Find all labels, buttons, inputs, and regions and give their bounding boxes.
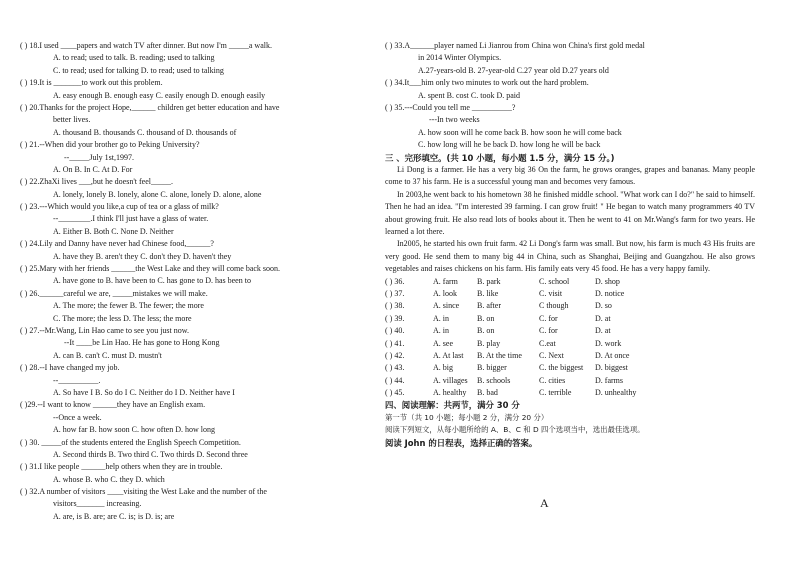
reading-task: 阅读 John 的日程表，选择正确的答案。 xyxy=(385,437,538,448)
cloze-option-row xyxy=(385,288,755,300)
question-number: ( ) 41. xyxy=(385,338,405,348)
question-line: A. how soon will he come back B. how soon he will come back xyxy=(418,127,622,137)
cloze-option-row xyxy=(385,362,755,374)
question-line: in 2014 Winter Olympics. xyxy=(418,53,502,63)
option-a: A. healthy xyxy=(433,388,467,398)
question-line: C. The more; the less D. The less; the more xyxy=(53,313,192,323)
question-line: A. thousand B. thousands C. thousand of D. thousands of xyxy=(53,127,237,137)
question-number: ( ) 45. xyxy=(385,388,405,398)
question-line: visitors_______ increasing. xyxy=(53,499,142,509)
option-d: D. biggest xyxy=(595,363,628,373)
question-line: A. The more; the fewer B. The fewer; the more xyxy=(53,301,204,311)
question-line: --It ____be Lin Hao. He has gone to Hong Kong xyxy=(64,338,220,348)
question-line: A. Either B. Both C. None D. Neither xyxy=(53,226,174,236)
question-line: A. So have I B. So do I C. Neither do I D. Neither have I xyxy=(53,387,235,397)
question-number: ( ) 40. xyxy=(385,326,405,336)
cloze-option-row xyxy=(385,387,755,399)
option-b: B. park xyxy=(477,276,501,286)
question-line: A. are, is B. are; are C. is; is D. is; are xyxy=(53,511,175,521)
question-line: A. to read; used to talk. B. reading; used to talking xyxy=(53,53,215,63)
question-number: ( ) 44. xyxy=(385,375,405,385)
question-line: A. have they B. aren't they C. don't they D. haven't they xyxy=(53,251,232,261)
question-number: ( ) 43. xyxy=(385,363,405,373)
option-d: D. unhealthy xyxy=(595,388,637,398)
option-c: C. the biggest xyxy=(539,363,584,373)
question-line: ( ) 26.______careful we are, _____mistakes we will make. xyxy=(20,288,208,298)
option-a: A. big xyxy=(433,363,453,373)
option-b: B. on xyxy=(477,326,495,336)
question-line: ( ) 25.Mary with her friends ______the West Lake and they will come back soon. xyxy=(20,264,281,274)
right-column xyxy=(385,40,755,449)
question-line: ( ) 31.I like people ______help others when they are in trouble. xyxy=(20,462,223,472)
cloze-option-row xyxy=(385,300,755,312)
question-line: C. to read; used for talking D. to read; used to talking xyxy=(53,65,224,75)
question-line: ( ) 30. _____of the students entered the English Speech Competition. xyxy=(20,437,241,447)
question-number: ( ) 42. xyxy=(385,350,405,360)
cloze-option-row xyxy=(385,375,755,387)
question-number: ( ) 36. xyxy=(385,276,405,286)
question-line: ( ) 20.Thanks for the project Hope,______ children get better education and have xyxy=(20,102,280,112)
question-line: ( ) 23.---Which would you like,a cup of tea or a glass of milk? xyxy=(20,202,219,212)
option-c: C. for xyxy=(539,313,558,323)
left-column xyxy=(20,40,372,523)
option-b: B. like xyxy=(477,288,499,298)
reading-subheading: 第一节（共 10 小题；每小题 2 分，满分 20 分） xyxy=(385,412,549,422)
question-line: A. have gone to B. have been to C. has gone to D. has been to xyxy=(53,276,251,286)
question-line: better lives. xyxy=(53,115,91,125)
section-letter: A xyxy=(540,496,549,510)
option-c: C.eat xyxy=(539,338,556,348)
option-a: A. farm xyxy=(433,276,458,286)
question-line: A. how far B. how soon C. how often D. how long xyxy=(53,425,215,435)
passage-paragraph: In2005, he started his own fruit farm. 42 Li Dong's farm was small. But now, his farm is much 43 His fruits are very good. He send them to many big 44 in China, such as Shanghai, Beijing and Guangzhou. He also grows vegetables and raises chickens on his farm. His family eats very 45 food. He has a very happy family. xyxy=(385,239,755,274)
cloze-option-row xyxy=(385,325,755,337)
option-a: A. in xyxy=(433,326,449,336)
option-d: D. work xyxy=(595,338,622,348)
question-line: --Once a week. xyxy=(53,412,102,422)
question-line: ( ) 32.A number of visitors ____visiting the West Lake and the number of the xyxy=(20,487,267,497)
option-b: B. after xyxy=(477,301,501,311)
cloze-option-row xyxy=(385,313,755,325)
option-a: A. in xyxy=(433,313,449,323)
question-number: ( ) 38. xyxy=(385,301,405,311)
question-line: ---In two weeks xyxy=(429,115,480,125)
question-line: ( ) 34.It___him only two minutes to work out the hard problem. xyxy=(385,78,589,88)
question-line: A. spent B. cost C. took D. paid xyxy=(418,90,520,100)
question-number: ( ) 39. xyxy=(385,313,405,323)
option-a: A. see xyxy=(433,338,453,348)
question-line: ( )29.--I want to know ______they have an English exam. xyxy=(20,400,206,410)
option-a: A. villages xyxy=(433,375,468,385)
option-b: B. play xyxy=(477,338,501,348)
question-line: A.27-years-old B. 27-year-old C.27 year old D.27 years old xyxy=(418,65,609,75)
questions-33-35 xyxy=(385,40,755,152)
option-c: C. terrible xyxy=(539,388,572,398)
option-c: C though xyxy=(539,301,569,311)
question-line: ( ) 27.--Mr.Wang, Lin Hao came to see you just now. xyxy=(20,325,190,335)
question-number: ( ) 37. xyxy=(385,288,405,298)
cloze-option-row xyxy=(385,276,755,288)
option-a: A. since xyxy=(433,301,460,311)
option-a: A. look xyxy=(433,288,457,298)
cloze-option-row xyxy=(385,350,755,362)
option-d: D. At once xyxy=(595,350,630,360)
option-c: C. visit xyxy=(539,288,563,298)
reading-heading: 四、阅读理解：共两节，满分 30 分 xyxy=(385,400,520,411)
option-d: D. at xyxy=(595,313,611,323)
cloze-heading: 三 、完形填空。(共 10 小题，每小题 1.5 分，满分 15 分。) xyxy=(385,152,615,163)
question-line: ( ) 18.I used ____papers and watch TV after dinner. But now I'm _____a walk. xyxy=(20,41,272,50)
question-line: A. easy enough B. enough easy C. easily enough D. enough easily xyxy=(53,90,266,100)
question-line: ( ) 33.A______player named Li Jianrou from China won China's first gold medal xyxy=(385,41,645,50)
option-c: C. Next xyxy=(539,350,564,360)
question-line: --_____July 1st,1997. xyxy=(64,152,134,162)
question-line: ( ) 22.ZhaXi lives ___,but he doesn't feel_____. xyxy=(20,177,173,187)
option-c: C. cities xyxy=(539,375,566,385)
option-a: A. At last xyxy=(433,350,464,360)
question-line: A. can B. can't C. must D. mustn't xyxy=(53,350,162,360)
question-line: ( ) 21.--When did your brother go to Peking University? xyxy=(20,140,200,150)
question-line: ( ) 24.Lily and Danny have never had Chinese food,______? xyxy=(20,239,214,249)
question-line: --__________. xyxy=(53,375,101,385)
option-c: C. school xyxy=(539,276,570,286)
option-b: B. bigger xyxy=(477,363,507,373)
question-line: --________.I think I'll just have a glass of water. xyxy=(53,214,209,224)
option-b: B. At the time xyxy=(477,350,522,360)
passage-paragraph: In 2003,he went back to his hometown 38 he finished middle school. "What work can I do?" he said to himself. Then he had an idea. "I'm interested 39 farming. I can grow fruit! " He began to watch many programmers 40 TV about growing fruit. He also read lots of books about it. Then he went to 41 on Mr.Wang's farm for two years. He learned a lot there. xyxy=(385,189,755,236)
option-b: B. schools xyxy=(477,375,511,385)
question-line: ( ) 35.---Could you tell me __________? xyxy=(385,102,516,112)
question-line: ( ) 28.--I have changed my job. xyxy=(20,363,120,373)
question-line: A. whose B. who C. they D. which xyxy=(53,474,165,484)
question-line: ( ) 19.It is _______to work out this problem. xyxy=(20,78,163,88)
option-d: D. shop xyxy=(595,276,620,286)
option-d: D. so xyxy=(595,301,612,311)
option-b: B. bad xyxy=(477,388,498,398)
option-d: D. notice xyxy=(595,288,625,298)
option-d: D. at xyxy=(595,326,611,336)
cloze-passage xyxy=(385,164,755,276)
question-line: C. how long will he be back D. how long he will be back xyxy=(418,140,601,150)
question-line: A. lonely, lonely B. lonely, alone C. alone, lonely D. alone, alone xyxy=(53,189,262,199)
option-d: D. farms xyxy=(595,375,623,385)
cloze-options xyxy=(385,276,755,400)
question-line: A. On B. In C. At D. For xyxy=(53,164,133,174)
option-b: B. on xyxy=(477,313,495,323)
passage-paragraph: Li Dong is a farmer. He has a very big 36 On the farm, he grows oranges, grapes and bananas. Many people come to 37 his farm. He is a successful young man and becomes very famous. xyxy=(385,164,755,187)
cloze-option-row xyxy=(385,338,755,350)
question-line: A. Second thirds B. Two third C. Two thirds D. Second three xyxy=(53,449,248,459)
reading-instruction: 阅读下列短文，从每小题所给的 A、B、C 和 D 四个选项当中，选出最佳选项。 xyxy=(385,425,645,435)
option-c: C. for xyxy=(539,326,558,336)
